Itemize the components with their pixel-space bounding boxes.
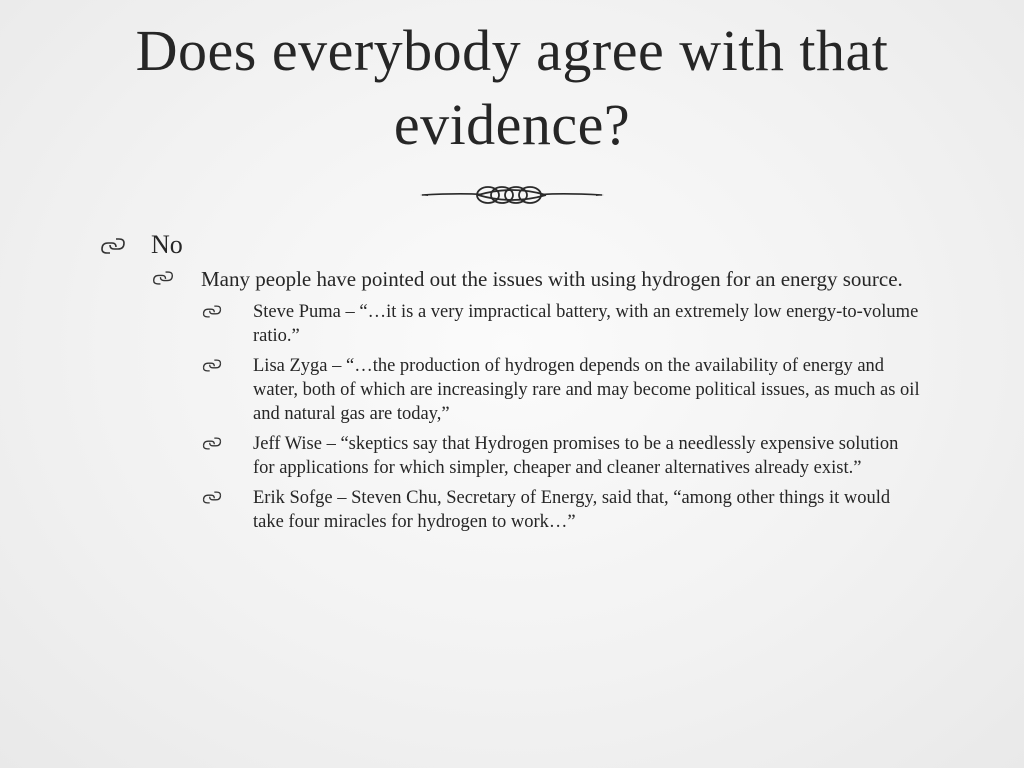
bullet-list: [100, 226, 920, 534]
quote-steve-puma: Steve Puma – “…it is a very impractical battery, with an extremely low energy-to-volume ratio.”: [253, 302, 919, 346]
quote-jeff-wise: Jeff Wise – “skeptics say that Hydrogen promises to be a needlessly expensive solution for applications for which simpler, cheaper and cleaner alternatives already exist.”: [253, 434, 899, 478]
link-swirl-icon: [202, 490, 222, 505]
slide-title: Does everybody agree with that evidence?: [135, 18, 889, 157]
bullet-level1-item: [100, 226, 920, 264]
quote-erik-sofge: Erik Sofge – Steven Chu, Secretary of Energy, said that, “among other things it would take four miracles for hydrogen to work…”: [253, 488, 891, 532]
link-swirl-icon: [202, 436, 222, 451]
bullet-level3-item: [100, 432, 920, 480]
link-swirl-icon: [152, 270, 174, 286]
link-swirl-icon: [100, 237, 126, 255]
quote-lisa-zyga: Lisa Zyga – “…the production of hydrogen depends on the availability of energy and water, both of which are increasingly rare and may become political issues, as much as oil and natural gas are today,”: [253, 356, 920, 424]
link-swirl-icon: [202, 358, 222, 373]
link-swirl-icon: [202, 304, 222, 319]
bullet-level1-text: No: [151, 230, 183, 259]
bullet-level2-text: Many people have pointed out the issues with using hydrogen for an energy source.: [201, 267, 903, 291]
bullet-level3-item: [100, 300, 920, 348]
bullet-level3-item: [100, 486, 920, 534]
bullet-level3-item: [100, 354, 920, 426]
scroll-flourish-icon: [420, 180, 604, 210]
bullet-level2-item: [100, 266, 920, 292]
